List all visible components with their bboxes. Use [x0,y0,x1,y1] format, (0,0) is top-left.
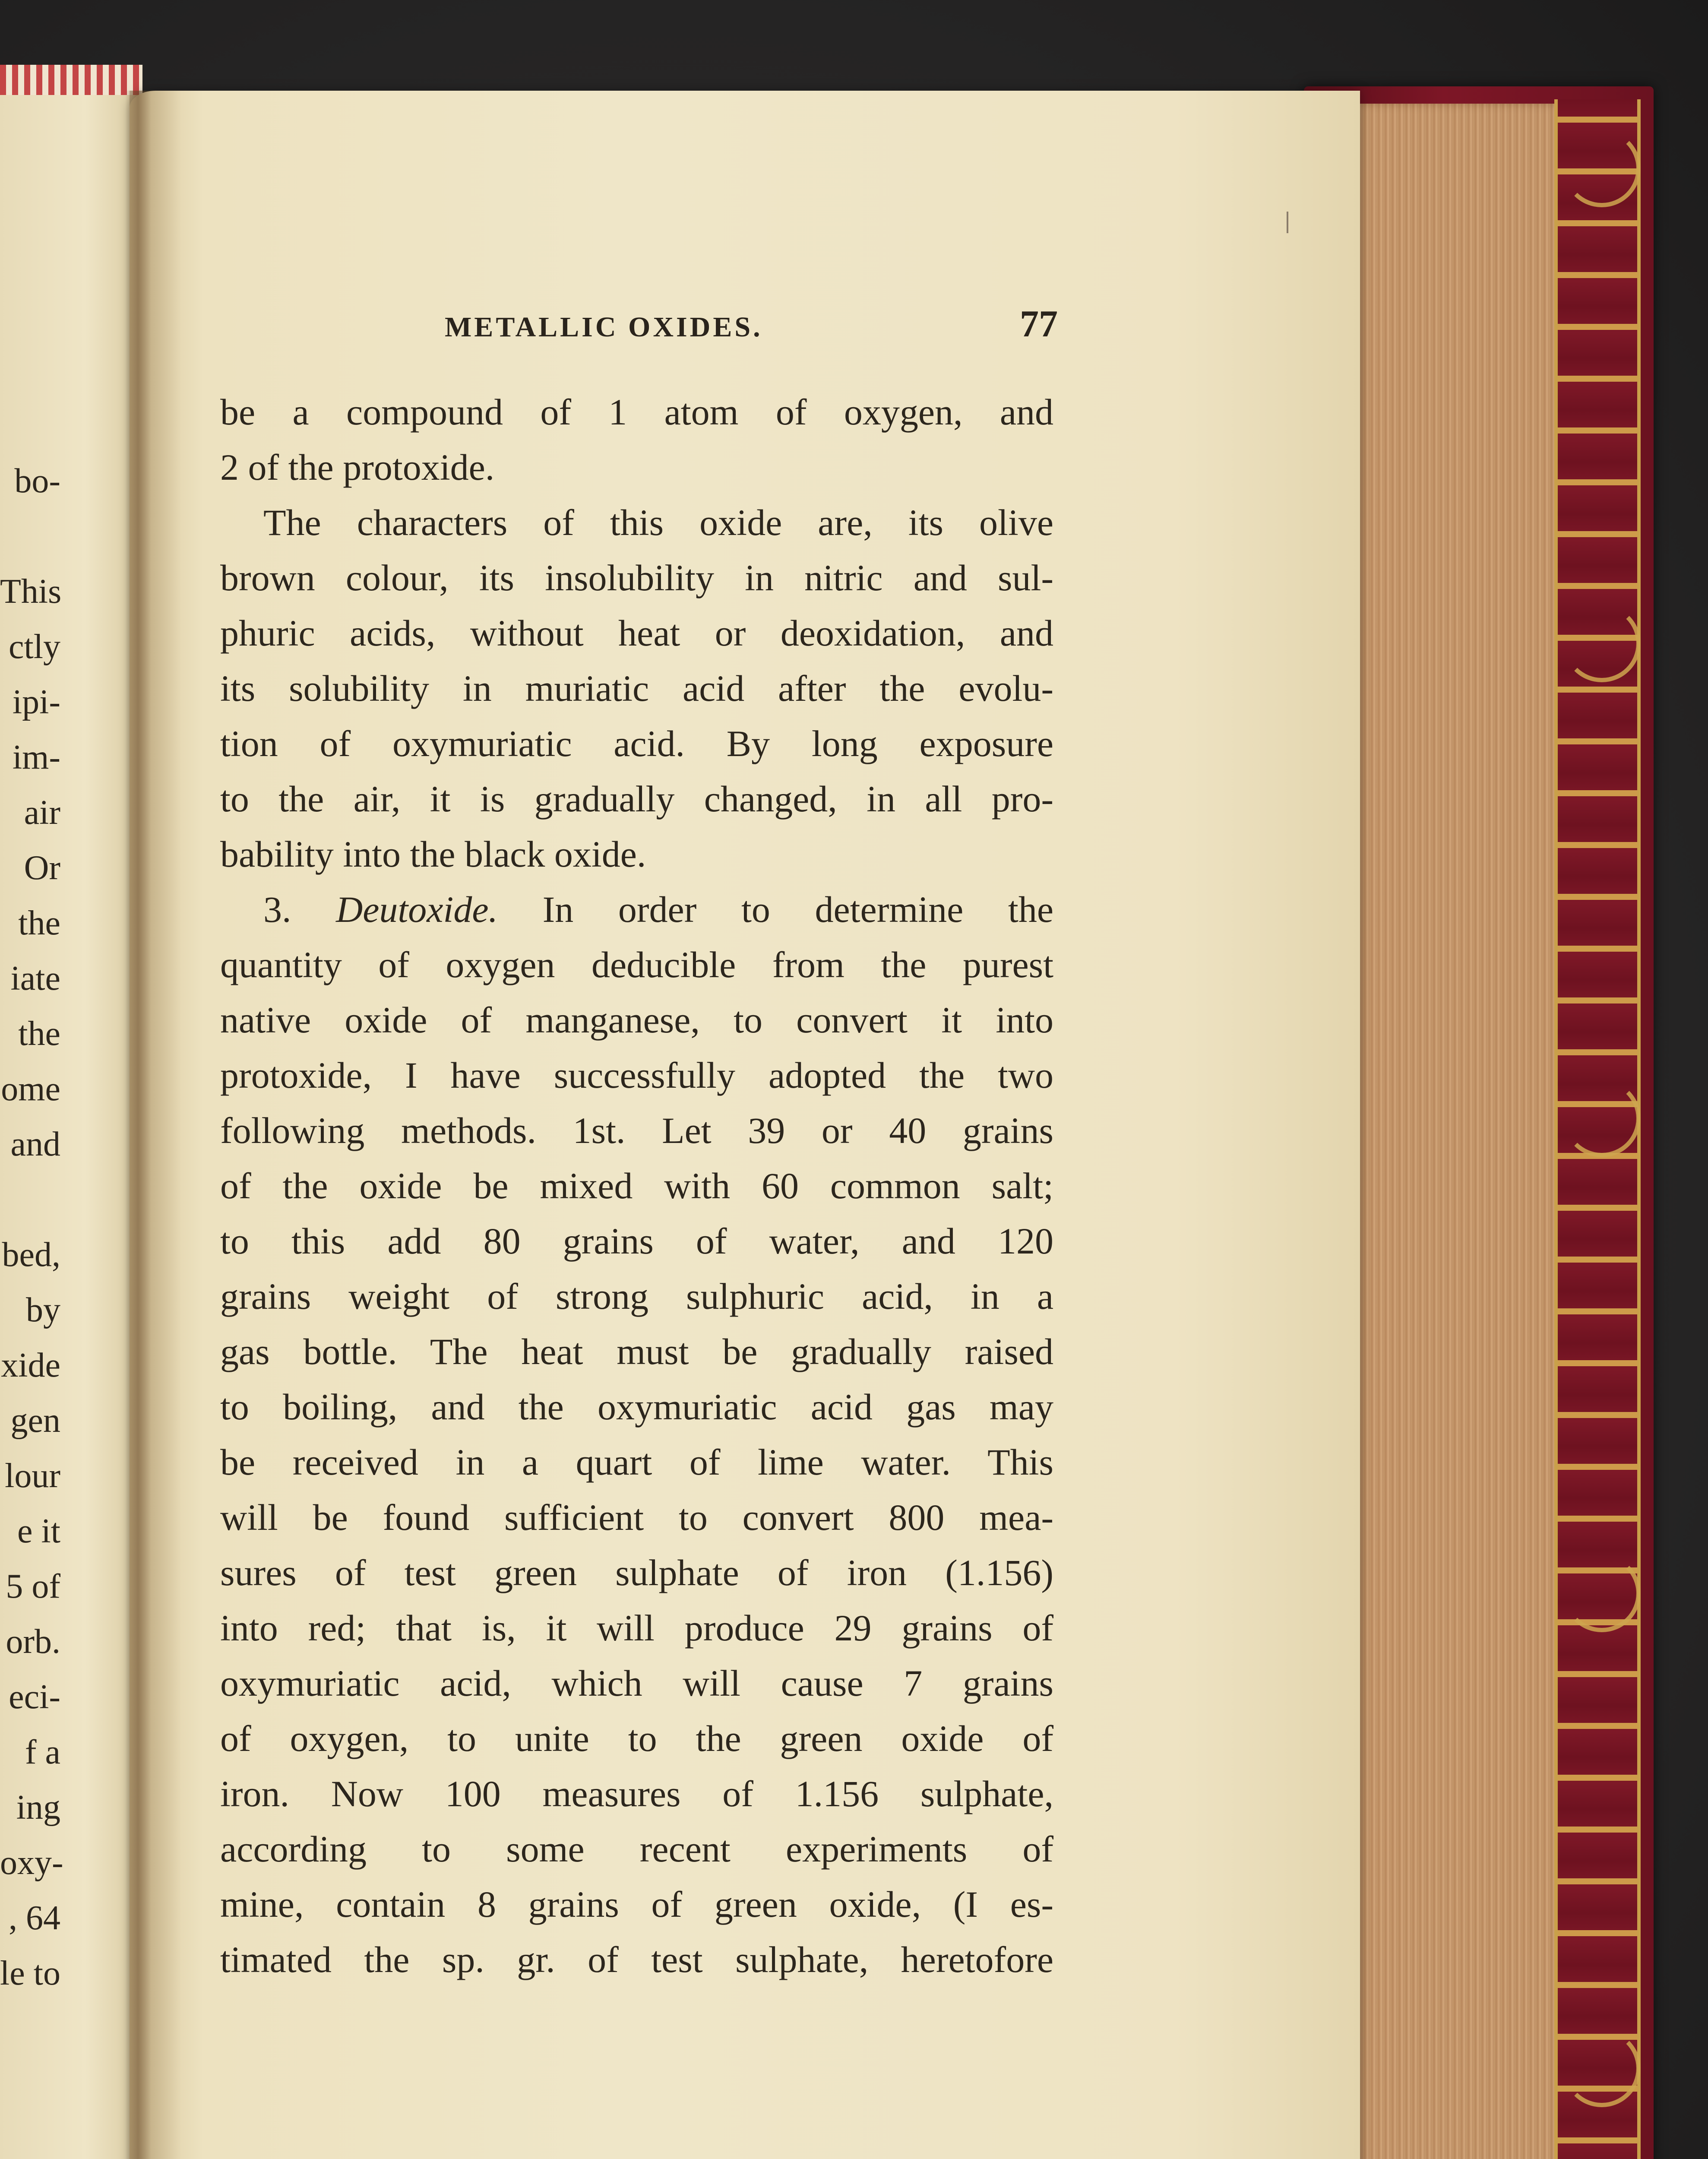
left-page-fragment: bed, [2,1236,60,1274]
left-page-fragment: eci- [9,1678,60,1716]
text-line: quantity of oxygen deducible from the purest [220,944,1053,985]
text-line: bability into the black oxide. [220,833,646,875]
book-gutter [125,91,151,2159]
left-page-fragment: orb. [6,1623,60,1661]
gilt-ornament-icon [1563,1554,1641,1632]
left-page-fragment: ipi- [12,683,60,721]
pencil-mark [1287,212,1288,233]
left-page-fragment: iate [10,959,60,997]
left-page-fragment: ing [16,1789,60,1827]
gilt-ornament-icon [1563,130,1641,207]
left-page-fragment: and [10,1125,60,1163]
text-line: phuric acids, without heat or deoxidation, and [220,612,1053,654]
left-page-fragment: le to [0,1954,60,1992]
left-page-fragment: f a [25,1733,60,1771]
left-page-fragment: bo- [14,462,60,500]
page-header [445,302,1058,350]
text-line: be a compound of 1 atom of oxygen, and [220,391,1053,433]
left-page-fragment: im- [12,738,60,776]
text-line: be received in a quart of lime water. This [220,1441,1053,1483]
text-line: of the oxide be mixed with 60 common salt; [220,1165,1053,1206]
text-line: following methods. 1st. Let 39 or 40 grains [220,1110,1053,1151]
left-page-fragment: e it [17,1512,60,1550]
body-text [220,384,1053,1987]
left-page-fragment [0,509,60,564]
text-line: iron. Now 100 measures of 1.156 sulphate, [220,1773,1053,1814]
text-line: will be found sufficient to convert 800 mea- [220,1497,1053,1538]
left-page-fragment: 5 of [6,1567,60,1605]
left-page-fragment: ome [1,1070,60,1108]
left-page [0,73,142,2159]
text-line: protoxide, I have successfully adopted the two [220,1054,1053,1096]
left-page-fragment: lour [5,1457,60,1495]
left-page-text-fragments [0,453,66,2001]
section-heading-italic: Deutoxide. [336,889,498,930]
left-page-fragment: , 64 [9,1899,60,1937]
left-page-fragment: ctly [9,628,60,666]
text-line: The characters of this oxide are, its olive [263,502,1053,543]
text-line: to this add 80 grains of water, and 120 [220,1220,1053,1262]
left-page-fragment: xide [1,1346,60,1384]
left-page-fragment: air [24,794,60,832]
left-page-fragment: Or [24,849,60,887]
text-line: brown colour, its insolubility in nitric and sul- [220,557,1053,598]
text-line: tion of oxymuriatic acid. By long exposure [220,723,1053,764]
text-line-suffix: In order to determine the [498,889,1053,930]
headband [0,65,142,95]
text-line: native oxide of manganese, to convert it into [220,999,1053,1041]
text-line-prefix: 3. [263,889,336,930]
text-line: to boiling, and the oxymuriatic acid gas may [220,1386,1053,1428]
gilt-ornament-icon [1563,2029,1641,2107]
text-line: into red; that is, it will produce 29 grains of [220,1607,1053,1649]
text-line: timated the sp. gr. of test sulphate, heretofore [220,1939,1053,1980]
text-line: grains weight of strong sulphuric acid, in a [220,1276,1053,1317]
text-line: according to some recent experiments of [220,1828,1053,1870]
gilt-ornament-icon [1563,605,1641,682]
text-line: sures of test green sulphate of iron (1.156) [220,1552,1053,1593]
text-line: of oxygen, to unite to the green oxide of [220,1718,1053,1759]
text-line: oxymuriatic acid, which will cause 7 grains [220,1662,1053,1704]
text-line [220,882,1053,937]
text-line: mine, contain 8 grains of green oxide, (I es- [220,1884,1053,1925]
text-line: to the air, it is gradually changed, in all pro- [220,778,1053,820]
running-head: METALLIC OXIDES. [445,311,763,343]
page-fore-edge [1356,104,1554,2159]
left-page-fragment: gen [10,1402,60,1440]
left-page-fragment [0,1172,60,1227]
left-page-fragment: oxy- [0,1844,63,1882]
left-page-fragment: by [26,1291,60,1329]
text-line: 2 of the protoxide. [220,446,495,488]
left-page-fragment: This [0,573,62,611]
gilt-ornament-icon [1563,1080,1641,1157]
left-page-fragment: the [18,1015,60,1053]
text-line: gas bottle. The heat must be gradually raised [220,1331,1053,1372]
text-line: its solubility in muriatic acid after the evolu- [220,668,1053,709]
page-number: 77 [1020,303,1058,345]
left-page-fragment: the [18,904,60,942]
